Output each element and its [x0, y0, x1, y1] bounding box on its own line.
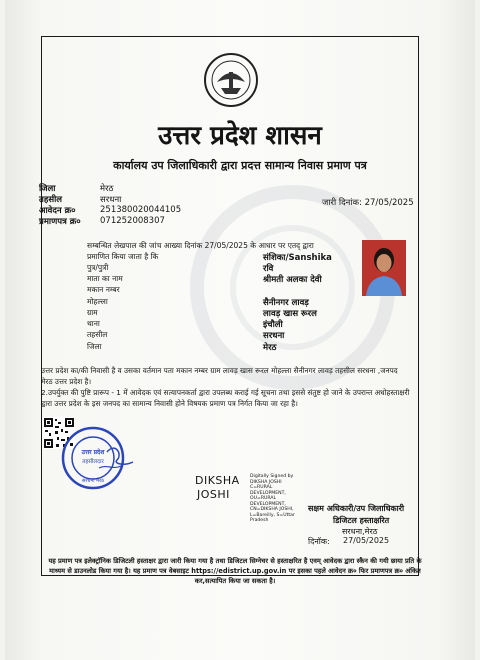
tehsil-value: सरधना	[100, 195, 122, 205]
detail-label: पुत्र/पुत्री	[87, 263, 109, 272]
stamp-text-place: सरधना मेरठ	[81, 478, 105, 484]
detail-label: माता का नाम	[87, 274, 123, 283]
certificate-number-value: 071252008307	[100, 216, 165, 226]
certificate-number-label: प्रमाणपत्र क्र०	[39, 217, 81, 227]
detail-value: मेरठ	[263, 343, 277, 353]
digital-sign-text: डिजिटल हस्ताक्षरित	[333, 516, 390, 525]
signer-name-line2: JOSHI	[197, 488, 230, 501]
district-label: जिला	[39, 184, 56, 194]
sign-date-label: दिनॉक:	[308, 537, 330, 546]
digital-sig-line: Pradesh	[250, 518, 269, 523]
detail-value: संशिका/Sanshika	[263, 253, 332, 263]
officer-designation: सक्षम अधिकारी/उप जिलाधिकारी	[308, 504, 405, 513]
detail-label: मकान नम्बर	[87, 285, 120, 294]
issue-date: जारी दिनांक: 27/05/2025	[322, 198, 414, 208]
stamp-seal-icon	[55, 422, 135, 492]
detail-label: प्रमाणित किया जाता है कि	[87, 252, 159, 261]
person-photo-icon	[362, 240, 406, 296]
application-number-value: 251380020044105	[100, 205, 182, 215]
signer-name-line1: DIKSHA	[195, 474, 240, 487]
stamp-text-state: उत्तर प्रदेश	[81, 449, 105, 456]
digital-sig-line: C=RURAL	[250, 485, 273, 490]
detail-value: लावड़ खास रूरल	[263, 309, 317, 319]
confirmation-paragraph: 2.उपर्युक्त की पुष्टि प्रारूप - 1 में आवेदक एवं सत्यापनकर्ता द्वारा उपलब्ध कराई गई सूचना तथा इससे संतुष्ट हो जाने के उपरान्त अधोहस्ताक्षरी द्वारा उत्तर प्रदेश के इस जनपद का सामान्य निवासी होने विषयक प्रमाण पत्र निर्गत किया जा रहा है।	[41, 388, 410, 408]
residence-paragraph: उत्तर प्रदेश का/की निवासी है व उसका वर्तमान पता मकान नम्बर ग्राम लावड़ खास रूरल मोहल्ला सैनीनगर लावड़ तहसील सरधना ,जनपद मेरठ उत्तर प्रदेश है।	[41, 366, 398, 386]
digital-sig-line: Digitally Signed by	[250, 474, 294, 479]
sign-date-value: 27/05/2025	[343, 536, 390, 545]
certificate-subtitle: कार्यालय उप जिलाधिकारी द्वारा प्रदत्त सामान्य निवास प्रमाण पत्र	[113, 159, 367, 172]
detail-value: सरधना	[263, 331, 285, 341]
detail-label: जिला	[87, 342, 102, 351]
detail-value: इंचौली	[263, 320, 283, 330]
district-value: मेरठ	[100, 184, 114, 194]
detail-label: तहसील	[87, 330, 108, 339]
detail-value: रवि	[263, 264, 274, 274]
digital-sig-line: CN=DIKSHA JOSHI,	[250, 507, 294, 512]
tehsil-rubber-stamp	[55, 422, 135, 492]
digital-sig-line: DEVELOPMENT,	[250, 501, 286, 507]
detail-value: सैनीनगर लावड़	[263, 298, 309, 308]
digital-sig-line: DIKSHA JOSHI	[250, 479, 282, 485]
applicant-photo	[362, 240, 406, 296]
detail-value: श्रीमती अलका देवी	[263, 275, 322, 285]
application-number-label: आवेदन क्र०	[39, 206, 76, 216]
digital-signature-block	[250, 474, 295, 524]
detail-label: ग्राम	[87, 308, 98, 317]
digital-sig-line: L=Bareilly, S=Uttar	[250, 512, 295, 518]
verification-text: सम्बन्धित लेखपाल की जांच आख्या दिनांक 27/05/2025 के आधार पर एतद् द्वारा	[87, 241, 314, 250]
digital-sig-line: OU=RURAL	[250, 496, 277, 501]
stamp-text-office: तहसीलदार	[82, 459, 104, 465]
digital-sig-line: DEVELOPMENT,	[250, 490, 286, 496]
footer-note: यह प्रमाण पत्र इलेक्ट्रॉनिक डिजिटली हस्ताक्षर द्वारा जारी किया गया है तथा डिजिटल सिग्नेचर से हस्ताक्षरित है एवम् आवेदक द्वारा स्कैन की गयी छाया प्रति के माध्यम से डाउनलोड किया गया है। यह प्रमाण पत्र वेबसाइट https://edistrict.up.gov.in पर इसका पहले आवेदन क्र० फिर प्रमाणपत्र क्र० अंकित कर,सत्यापित किया जा सकता है।	[48, 557, 422, 585]
detail-label: मोहल्ला	[87, 297, 108, 306]
certificate-paper	[5, 0, 475, 660]
up-state-emblem-icon	[203, 52, 259, 108]
page-title: उत्तर प्रदेश शासन	[158, 121, 322, 151]
detail-label: थाना	[87, 319, 100, 328]
signing-place: सरधना,मेरठ	[342, 527, 378, 536]
tehsil-label: तहसील	[39, 195, 63, 205]
